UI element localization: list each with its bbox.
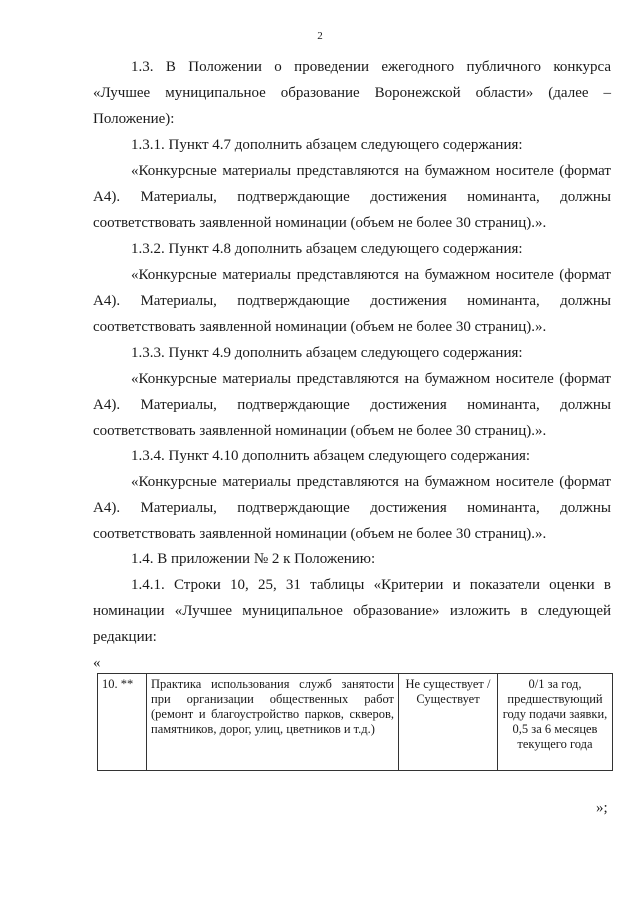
paragraph-1-3-2-text: «Конкурсные материалы представляются на бумажном носителе (формат А4). Материалы, подтверждающие достижения номинанта, должны соответствовать заявленной номинации (объем не более 30 страниц).». xyxy=(93,267,611,335)
opening-quote: « xyxy=(93,655,101,671)
paragraph-1-4: 1.4. В приложении № 2 к Положению: xyxy=(131,551,376,567)
paragraph-1-3-1-heading: 1.3.1. Пункт 4.7 дополнить абзацем следующего содержания: xyxy=(131,137,523,153)
paragraph-1-3-3-heading: 1.3.3. Пункт 4.9 дополнить абзацем следующего содержания: xyxy=(131,345,523,361)
closing-quote: »; xyxy=(596,800,608,816)
row-number-cell: 10. ** xyxy=(98,674,147,771)
page-number: 2 xyxy=(317,30,323,42)
indicator-cell: Практика использования служб занятости при организации общественных работ (ремонт и благоустройство парков, скверов, памятников, дорог, улиц, цветников и т.д.) xyxy=(147,674,399,771)
paragraph-1-3-3-text: «Конкурсные материалы представляются на бумажном носителе (формат А4). Материалы, подтверждающие достижения номинанта, должны соответствовать заявленной номинации (объем не более 30 страниц).». xyxy=(93,371,611,439)
criteria-table xyxy=(97,673,613,771)
paragraph-1-3-2-heading: 1.3.2. Пункт 4.8 дополнить абзацем следующего содержания: xyxy=(131,241,523,257)
table-row xyxy=(98,674,613,771)
paragraph-1-3-1-text: «Конкурсные материалы представляются на бумажном носителе (формат А4). Материалы, подтверждающие достижения номинанта, должны соответствовать заявленной номинации (объем не более 30 страниц).». xyxy=(93,163,611,231)
paragraph-1-3: 1.3. В Положении о проведении ежегодного публичного конкурса «Лучшее муниципальное образование Воронежской области» (далее – Положение): xyxy=(93,59,611,127)
paragraph-1-3-4-text: «Конкурсные материалы представляются на бумажном носителе (формат А4). Материалы, подтверждающие достижения номинанта, должны соответствовать заявленной номинации (объем не более 30 страниц).». xyxy=(93,474,611,542)
values-cell: Не существует / Существует xyxy=(399,674,498,771)
paragraph-1-3-4-heading: 1.3.4. Пункт 4.10 дополнить абзацем следующего содержания: xyxy=(131,448,531,464)
score-cell: 0/1 за год, предшествующий году подачи заявки, 0,5 за 6 месяцев текущего года xyxy=(498,674,613,771)
paragraph-1-4-1: 1.4.1. Строки 10, 25, 31 таблицы «Критерии и показатели оценки в номинации «Лучшее муниципальное образование» изложить в следующей редакции: xyxy=(93,577,611,645)
